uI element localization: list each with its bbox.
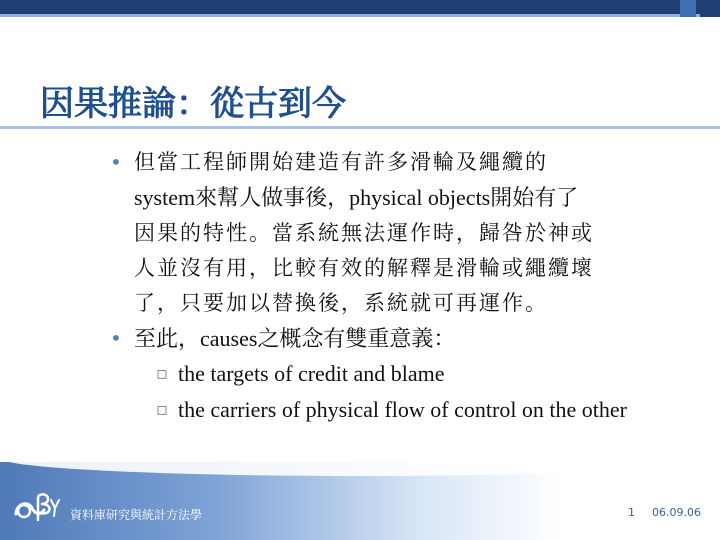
bullet-line: 人並沒有用，比較有效的解釋是滑輪或繩纜壞 (134, 256, 594, 280)
subbullet-item (134, 392, 690, 428)
bullet-line-text: system來幫人做事後，physical objects開始有了 (134, 185, 579, 210)
bullet-item (110, 145, 690, 321)
square-bullet-icon: ▫ (156, 363, 169, 384)
bullet-icon: • (110, 150, 122, 174)
bullet-icon: • (110, 326, 122, 350)
bullet-line (134, 180, 690, 216)
alpha-beta-logo-icon (10, 486, 66, 526)
bullet-line: 但當工程師開始建造有許多滑輪及繩纜的 (134, 150, 548, 174)
subbullet-item (134, 356, 690, 392)
bullet-item (110, 321, 690, 428)
slide-content (110, 145, 690, 428)
top-bar-accent (0, 14, 720, 17)
footer-date: 06.09.06 (652, 506, 701, 519)
square-bullet-icon: ▫ (156, 399, 169, 420)
subbullet-text: the targets of credit and blame (178, 361, 445, 386)
subbullet-text: the carriers of physical flow of control on the other (178, 397, 628, 422)
title-underline (0, 126, 720, 129)
top-decor-box (680, 0, 696, 17)
bullet-line: 了，只要加以替換後，系統就可再運作。 (134, 291, 548, 315)
slide-title: 因果推論：從古到今 (40, 84, 346, 124)
top-decor-box (700, 0, 720, 17)
bullet-line: 至此，causes之概念有雙重意義： (134, 326, 456, 351)
top-bar (0, 0, 720, 14)
footer-org-name: 資料庫研究與統計方法學 (70, 508, 203, 522)
bullet-line: 因果的特性。當系統無法運作時，歸咎於神或 (134, 221, 594, 245)
footer-page-number: 1 (628, 506, 635, 519)
